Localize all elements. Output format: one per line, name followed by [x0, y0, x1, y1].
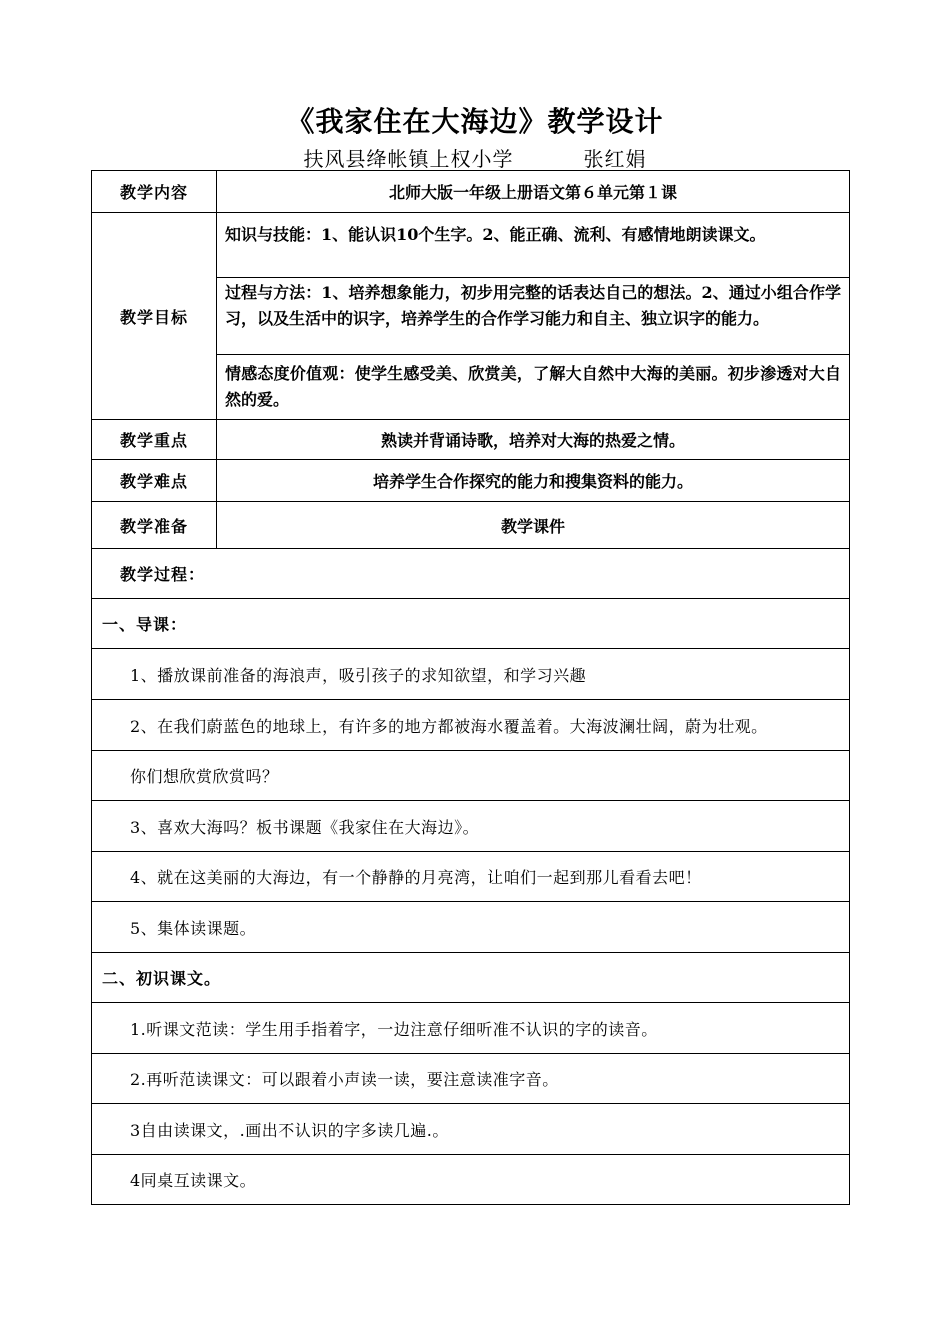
section1-item-4: 3、喜欢大海吗？板书课题《我家住在大海边》。 — [92, 801, 850, 852]
section2-item-2: 2.再听范读课文：可以跟着小声读一读，要注意读准字音。 — [92, 1054, 850, 1104]
section1-title: 一、导课： — [92, 599, 850, 649]
section2-item-1: 1.听课文范读：学生用手指着字，一边注意仔细听准不认识的字的读音。 — [92, 1003, 850, 1054]
goal-knowledge: 知识与技能：1、能认识10个生字。2、能正确、流利、有感情地朗读课文。 — [217, 213, 850, 278]
goal-process: 过程与方法：1、培养想象能力，初步用完整的话表达自己的想法。2、通过小组合作学习，以及生活中的识字，培养学生的合作学习能力和自主、独立识字的能力。 — [217, 278, 850, 355]
list-item — [92, 852, 850, 902]
goal-emotion: 情感态度价值观：使学生感受美、欣赏美，了解大自然中大海的美丽。初步渗透对大自然的爱。 — [217, 355, 850, 420]
list-item — [92, 902, 850, 953]
prep-value: 教学课件 — [217, 502, 850, 549]
section1-item-2: 2、在我们蔚蓝色的地球上，有许多的地方都被海水覆盖着。大海波澜壮阔，蔚为壮观。 — [92, 700, 850, 751]
list-item — [92, 1054, 850, 1104]
school-name: 扶风县绛帐镇上权小学 — [303, 147, 514, 171]
process-label: 教学过程： — [92, 549, 850, 599]
section2-item-4: 4同桌互读课文。 — [92, 1155, 850, 1205]
list-item — [92, 1003, 850, 1054]
lesson-plan-table — [91, 170, 850, 1205]
section1-item-6: 5、集体读课题。 — [92, 902, 850, 953]
key-row — [92, 420, 850, 460]
list-item — [92, 700, 850, 751]
section2-item-3: 3自由读课文，.画出不认识的字多读几遍.。 — [92, 1104, 850, 1155]
process-label-row — [92, 549, 850, 599]
difficulty-label: 教学难点 — [92, 460, 217, 502]
list-item — [92, 649, 850, 700]
section2-title-row — [92, 953, 850, 1003]
content-row — [92, 171, 850, 213]
section1-item-3: 你们想欣赏欣赏吗？ — [92, 751, 850, 801]
prep-label: 教学准备 — [92, 502, 217, 549]
list-item — [92, 1155, 850, 1205]
difficulty-value: 培养学生合作探究的能力和搜集资料的能力。 — [217, 460, 850, 502]
section1-item-5: 4、就在这美丽的大海边，有一个静静的月亮湾，让咱们一起到那儿看看去吧！ — [92, 852, 850, 902]
difficulty-row — [92, 460, 850, 502]
goal-row-knowledge — [92, 213, 850, 278]
list-item — [92, 751, 850, 801]
section1-item-1: 1、播放课前准备的海浪声，吸引孩子的求知欲望，和学习兴趣 — [92, 649, 850, 700]
section1-title-row — [92, 599, 850, 649]
goals-label: 教学目标 — [92, 213, 217, 420]
list-item — [92, 1104, 850, 1155]
key-value: 熟读并背诵诗歌，培养对大海的热爱之情。 — [217, 420, 850, 460]
prep-row — [92, 502, 850, 549]
list-item — [92, 801, 850, 852]
content-value: 北师大版一年级上册语文第６单元第１课 — [217, 171, 850, 213]
document-subtitle — [0, 143, 950, 172]
section2-title: 二、初识课文。 — [92, 953, 850, 1003]
document-title: 《我家住在大海边》教学设计 — [286, 105, 664, 138]
author-name: 张红娟 — [583, 147, 647, 171]
key-label: 教学重点 — [92, 420, 217, 460]
content-label: 教学内容 — [92, 171, 217, 213]
